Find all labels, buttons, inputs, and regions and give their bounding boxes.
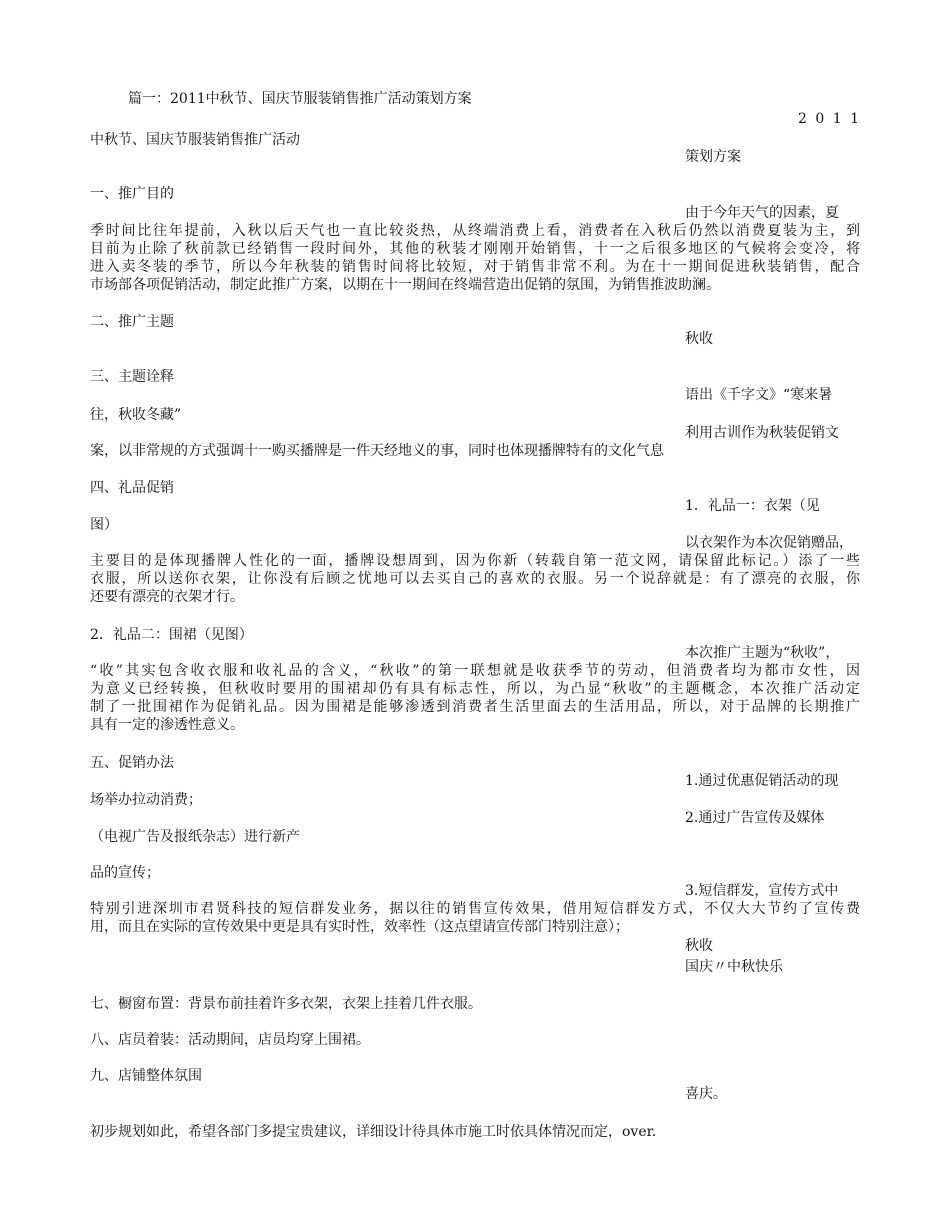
- s5-right-2: 2.通过广告宣传及媒体: [685, 810, 825, 826]
- section-8: 八、店员着装：活动期间，店员均穿上围裙。: [90, 1032, 370, 1048]
- s1-line-4: 市场部各项促销活动，制定此推广方案，以期在十一期间在终端营造出促销的氛围，为销售推波助澜。: [90, 277, 720, 293]
- section-heading-2: 二、推广主题: [90, 314, 174, 330]
- s3-line-2: 案，以非常规的方式强调十一购买播牌是一件天经地义的事，同时也体现播牌特有的文化气息: [90, 443, 664, 459]
- s5-right-3: 3.短信群发，宣传方式中: [685, 883, 839, 899]
- s5-line-2: （电视广告及报纸杂志）进行新产: [90, 829, 300, 845]
- s5-line-3: 品的宣传；: [90, 865, 160, 881]
- s4-gift2-title: 2．礼品二：围裙（见图）: [90, 627, 253, 643]
- s4-line-1: 主要目的是体现播牌人性化的一面，播牌设想周到，因为你新（转载自第一范文网，请保留此标记。）添了一些: [90, 553, 860, 569]
- s4-gift1-title: 1．礼品一：衣架（见: [685, 498, 820, 514]
- s1-line-1: 季时间比往年提前，入秋以后天气也一直比较炎热，从终端消费上看，消费者在入秋后仍然以消费夏装为主，到: [90, 223, 860, 239]
- s3-line-1: 往，秋收冬藏”: [90, 407, 182, 423]
- s3-right-2: 利用古训作为秋装促销文: [685, 425, 839, 441]
- closing-text: 初步规划如此，希望各部门多提宝贵建议，详细设计待具体市施工时依具体情况而定，over.: [90, 1124, 657, 1140]
- section-7: 七、橱窗布置：背景布前挂着许多衣架，衣架上挂着几件衣服。: [90, 996, 482, 1012]
- s5-line-5: 用，而且在实际的宣传效果中更是具有实时性，效率性（这点望请宣传部门特别注意）；: [90, 919, 629, 935]
- section-heading-5: 五、促销办法: [90, 755, 174, 771]
- doc-subtitle-left: 中秋节、国庆节服装销售推广活动: [90, 132, 300, 148]
- s4-right-2: 以衣架作为本次促销赠品，: [685, 535, 853, 551]
- doc-title: 篇一：2011中秋节、国庆节服装销售推广活动策划方案: [128, 91, 472, 107]
- s4-gift1-cont: 图）: [90, 517, 118, 533]
- s4-line-6: 制了一批围裙作为促销礼品。因为围裙是能够渗透到消费者生活里面去的生活用品，所以，对于品牌的长期推广: [90, 699, 860, 715]
- section-heading-9: 九、店铺整体氛围: [90, 1068, 202, 1084]
- section-heading-4: 四、礼品促销: [90, 480, 174, 496]
- s2-theme: 秋收: [685, 331, 713, 347]
- s5-slogan-1: 秋收: [685, 938, 713, 954]
- doc-year: 2 0 1 1: [798, 111, 861, 127]
- s5-slogan-2: 国庆〃中秋快乐: [685, 959, 783, 975]
- s5-line-4: 特别引进深圳市君贤科技的短信群发业务，据以往的销售宣传效果，借用短信群发方式，不仅大大节约了宣传费: [90, 901, 860, 917]
- s1-right-text: 由于今年天气的因素，夏: [685, 205, 839, 221]
- s4-line-5: 为意义已经转换，但秋收时要用的围裙却仍有具有标志性，所以，为凸显“秋收”的主题概念，本次推广活动定: [90, 681, 860, 697]
- s4-line-3: 还要有漂亮的衣架才行。: [90, 589, 244, 605]
- s9-right: 喜庆。: [685, 1086, 727, 1102]
- doc-subtitle-right: 策划方案: [685, 149, 741, 165]
- s5-line-1: 场举办拉动消费；: [90, 792, 202, 808]
- s5-right-1: 1.通过优惠促销活动的现: [685, 773, 839, 789]
- s1-line-3: 进入卖冬装的季节，所以今年秋装的销售时间将比较短，对于销售非常不利。为在十一期间促进秋装销售，配合: [90, 259, 860, 275]
- s4-line-4: “收”其实包含收衣服和收礼品的含义，“秋收”的第一联想就是收获季节的劳动，但消费者均为都市女性，因: [90, 663, 860, 679]
- s4-right-3: 本次推广主题为“秋收”，: [685, 645, 840, 661]
- s4-line-2: 衣服，所以送你衣架，让你没有后顾之忧地可以去买自己的喜欢的衣服。另一个说辞就是：有了漂亮的衣服，你: [90, 571, 860, 587]
- section-heading-1: 一、推广目的: [90, 186, 174, 202]
- section-heading-3: 三、主题诠释: [90, 369, 174, 385]
- s3-right-1: 语出《千字文》“寒来暑: [685, 387, 833, 403]
- s4-line-7: 具有一定的渗透性意义。: [90, 717, 244, 733]
- s1-line-2: 目前为止除了秋前款已经销售一段时间外，其他的秋装才刚刚开始销售，十一之后很多地区的气候将会变冷，将: [90, 241, 860, 257]
